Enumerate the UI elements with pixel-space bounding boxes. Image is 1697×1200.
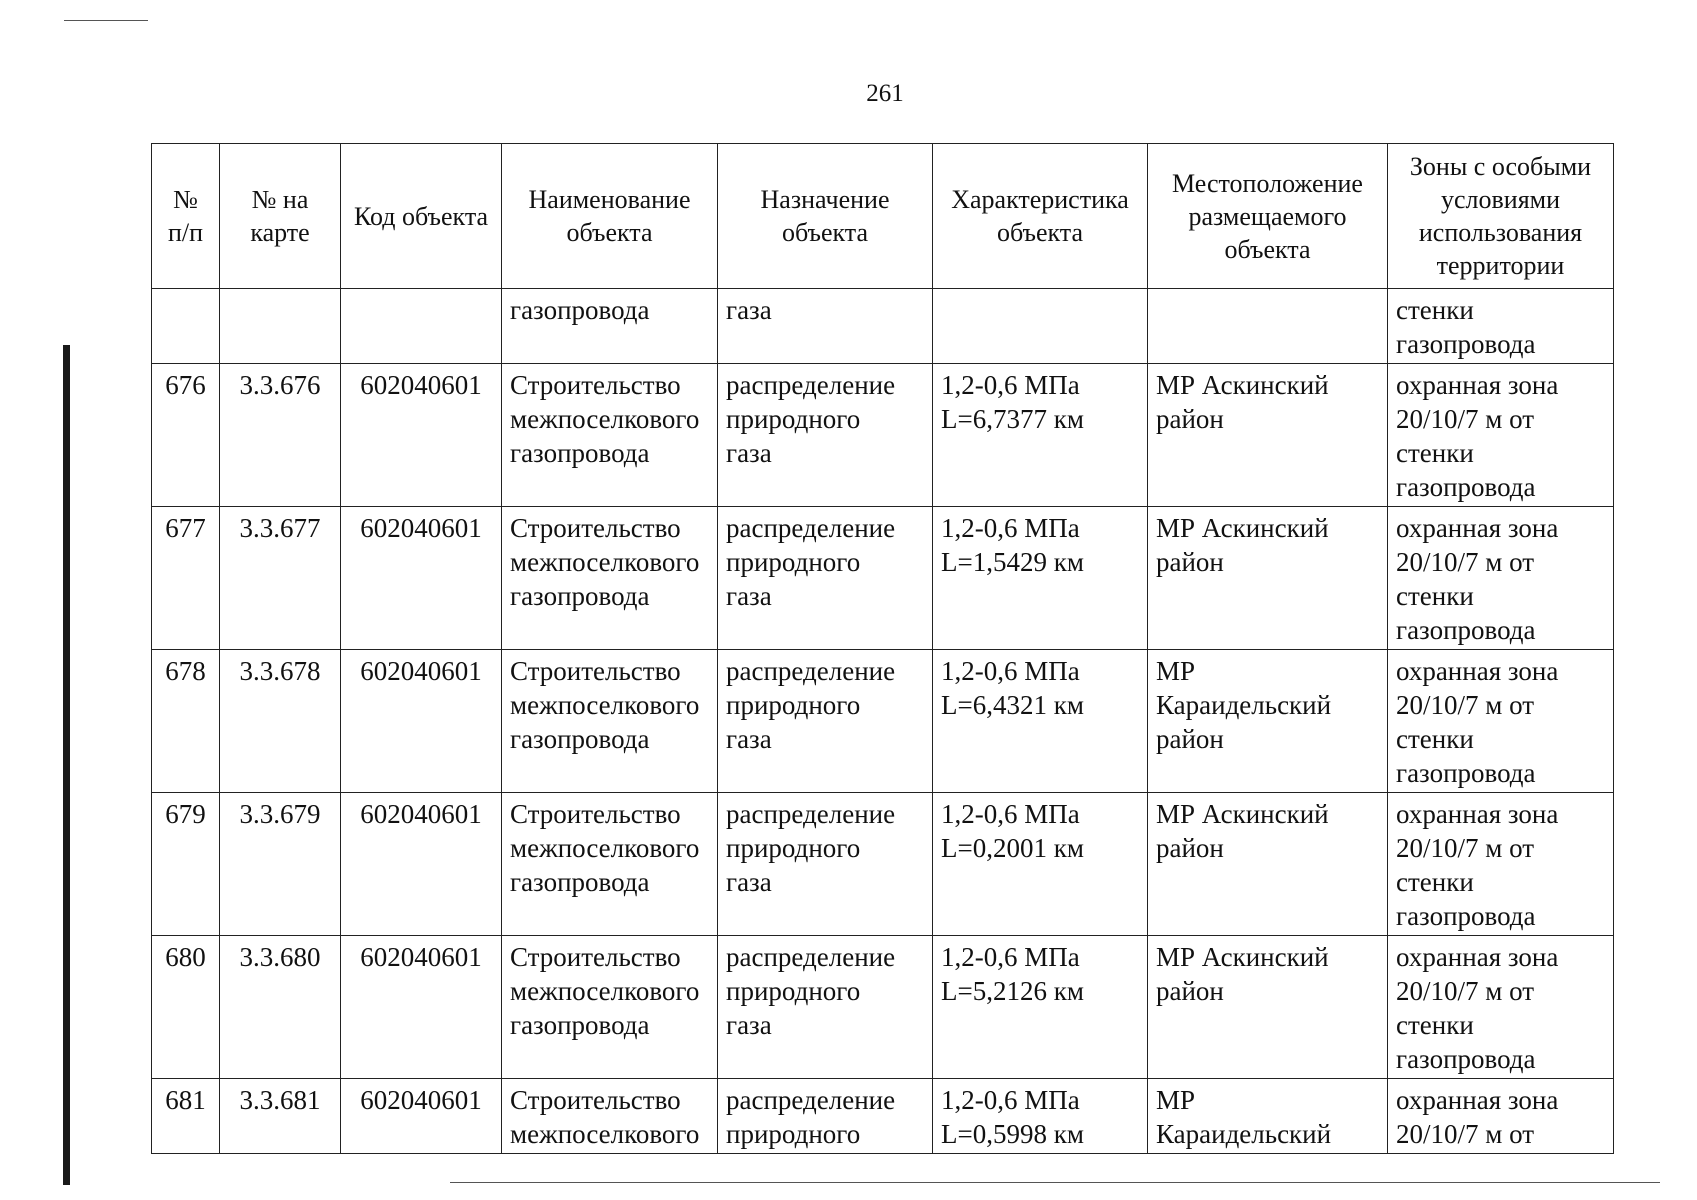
header-row	[152, 144, 1614, 289]
table-cell: Строительство межпоселкового	[502, 1079, 718, 1154]
header-cell-row-number	[152, 144, 220, 289]
header-cell-text: Местоположение размещаемого объекта	[1172, 168, 1363, 264]
table-cell: 602040601	[341, 364, 502, 507]
header-cell-special-zones	[1388, 144, 1614, 289]
table-cell: стенки газопровода	[1388, 289, 1614, 364]
table-cell: распределение природного газа	[718, 793, 933, 936]
table-cell: Строительство межпоселкового газопровода	[502, 793, 718, 936]
table-cell: Строительство межпоселкового газопровода	[502, 650, 718, 793]
table-cell: охранная зона 20/10/7 м от стенки газопровода	[1388, 650, 1614, 793]
scan-edge-line-top	[64, 20, 148, 21]
header-cell-text: Наименование объекта	[528, 185, 691, 247]
table-cell: 602040601	[341, 650, 502, 793]
table-cell: МР Аскинский район	[1148, 793, 1388, 936]
table-row	[152, 793, 1614, 936]
table-row-partial	[152, 1079, 1614, 1154]
table-cell: охранная зона 20/10/7 м от стенки газопровода	[1388, 507, 1614, 650]
table-cell: 3.3.681	[220, 1079, 341, 1154]
table-cell: 1,2-0,6 МПа L=1,5429 км	[933, 507, 1148, 650]
page-number: 261	[866, 80, 904, 107]
table-cell: МР Аскинский район	[1148, 364, 1388, 507]
table-cell: Строительство межпоселкового газопровода	[502, 507, 718, 650]
table-row	[152, 936, 1614, 1079]
table-cell: 3.3.678	[220, 650, 341, 793]
table-cell: газопровода	[502, 289, 718, 364]
header-cell-object-location	[1148, 144, 1388, 289]
table-cell: 1,2-0,6 МПа L=0,2001 км	[933, 793, 1148, 936]
table-header	[152, 144, 1614, 289]
table-cell: 3.3.680	[220, 936, 341, 1079]
table-cell: 1,2-0,6 МПа L=0,5998 км	[933, 1079, 1148, 1154]
table-row	[152, 364, 1614, 507]
header-cell-text: Код объекта	[353, 201, 489, 231]
table-cell: охранная зона 20/10/7 м от стенки газопровода	[1388, 793, 1614, 936]
header-cell-object-name	[502, 144, 718, 289]
table-cell	[1148, 289, 1388, 364]
table-cell: 677	[152, 507, 220, 650]
table-cell: МР Аскинский район	[1148, 507, 1388, 650]
table-cell: 1,2-0,6 МПа L=5,2126 км	[933, 936, 1148, 1079]
table-cell: Строительство межпоселкового газопровода	[502, 936, 718, 1079]
table-cell: распределение природного	[718, 1079, 933, 1154]
table-cell: распределение природного газа	[718, 936, 933, 1079]
scan-edge-bar-left	[63, 345, 70, 1185]
table-cell: распределение природного газа	[718, 650, 933, 793]
header-cell-map-number	[220, 144, 341, 289]
header-cell-object-code	[341, 144, 502, 289]
table-cell: 3.3.676	[220, 364, 341, 507]
table-row	[152, 507, 1614, 650]
table-cell: охранная зона 20/10/7 м от	[1388, 1079, 1614, 1154]
table-cell: 679	[152, 793, 220, 936]
table-cell	[220, 289, 341, 364]
table-body	[152, 289, 1614, 1154]
table-cell: 3.3.679	[220, 793, 341, 936]
header-cell-text: № п/п	[167, 185, 204, 247]
header-cell-object-characteristic	[933, 144, 1148, 289]
table-cell	[933, 289, 1148, 364]
header-cell-text: Характеристика объекта	[951, 185, 1129, 247]
table-cell: распределение природного газа	[718, 507, 933, 650]
table-cell: газа	[718, 289, 933, 364]
table-row	[152, 650, 1614, 793]
table-cell: Строительство межпоселкового газопровода	[502, 364, 718, 507]
table-cell: МР Караидельский район	[1148, 650, 1388, 793]
table-cell: 676	[152, 364, 220, 507]
objects-table	[151, 143, 1614, 1154]
table-cell: 1,2-0,6 МПа L=6,7377 км	[933, 364, 1148, 507]
table-cell: 681	[152, 1079, 220, 1154]
table-cell	[341, 289, 502, 364]
table-cell: 678	[152, 650, 220, 793]
header-cell-text: Назначение объекта	[760, 185, 890, 247]
table-cell: 602040601	[341, 507, 502, 650]
table-cell: охранная зона 20/10/7 м от стенки газопровода	[1388, 936, 1614, 1079]
scan-edge-line-bottom	[450, 1182, 1660, 1183]
table-cell	[152, 289, 220, 364]
table-cell: МР Караидельский	[1148, 1079, 1388, 1154]
table-cell: распределение природного газа	[718, 364, 933, 507]
table-cell: 680	[152, 936, 220, 1079]
table-cell: 602040601	[341, 1079, 502, 1154]
table-row-continuation	[152, 289, 1614, 364]
table-cell: 602040601	[341, 936, 502, 1079]
table-cell: 1,2-0,6 МПа L=6,4321 км	[933, 650, 1148, 793]
header-cell-text: № на карте	[250, 185, 310, 247]
header-cell-text: Зоны с особыми условиями использования территории	[1409, 152, 1592, 280]
header-cell-object-purpose	[718, 144, 933, 289]
table-cell: МР Аскинский район	[1148, 936, 1388, 1079]
table-cell: 602040601	[341, 793, 502, 936]
table-cell: охранная зона 20/10/7 м от стенки газопровода	[1388, 364, 1614, 507]
table-cell: 3.3.677	[220, 507, 341, 650]
